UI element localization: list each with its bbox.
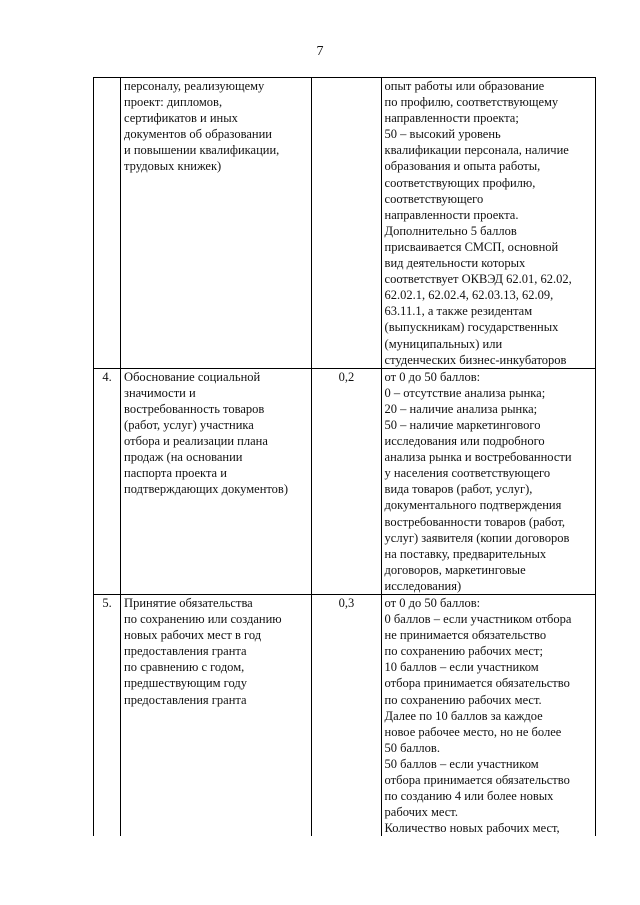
scoring-line: у населения соответствующего bbox=[384, 466, 551, 481]
criterion-line: по сохранению или созданию bbox=[124, 612, 282, 627]
scoring-line: направленности проекта. bbox=[384, 207, 519, 222]
scoring-line: от 0 до 50 баллов: bbox=[384, 369, 481, 384]
criterion-line: (работ, услуг) участника bbox=[124, 417, 254, 432]
scoring-line: соответствующих профилю, bbox=[384, 175, 536, 190]
cell-weight bbox=[312, 78, 381, 369]
scoring-line: 20 – наличие анализа рынка; bbox=[384, 401, 538, 416]
criterion-line: персоналу, реализующему bbox=[124, 79, 265, 93]
scoring-line: соответствует ОКВЭД 62.01, 62.02, bbox=[384, 272, 572, 287]
scoring-line: 50 баллов. bbox=[384, 740, 440, 755]
criterion-line: продаж (на основании bbox=[124, 450, 243, 465]
scoring-line: направленности проекта; bbox=[384, 111, 519, 126]
scoring-line: вида товаров (работ, услуг), bbox=[384, 482, 533, 497]
criterion-line: востребованность товаров bbox=[124, 401, 265, 416]
criterion-line: значимости и bbox=[124, 385, 196, 400]
criteria-table bbox=[93, 77, 596, 836]
scoring-line: Далее по 10 баллов за каждое bbox=[384, 708, 543, 723]
cell-number bbox=[94, 78, 121, 369]
scoring-line: вид деятельности которых bbox=[384, 256, 526, 271]
page-number: 7 bbox=[316, 44, 324, 59]
criterion-line: предоставления гранта bbox=[124, 644, 247, 659]
scoring-line: (выпускникам) государственных bbox=[384, 320, 559, 335]
table-row-continuation bbox=[94, 78, 596, 369]
criterion-line: подтверждающих документов) bbox=[124, 482, 288, 497]
scoring-line: 63.11.1, а также резидентам bbox=[384, 304, 533, 319]
scoring-line: 0 – отсутствие анализа рынка; bbox=[384, 385, 546, 400]
scoring-line: документального подтверждения bbox=[384, 498, 562, 513]
scoring-line: квалификации персонала, наличие bbox=[384, 143, 569, 158]
cell-scoring bbox=[381, 595, 595, 837]
scoring-line: исследования) bbox=[384, 578, 462, 593]
cell-criterion-name bbox=[121, 78, 312, 369]
scoring-line: отбора принимается обязательство bbox=[384, 676, 570, 691]
table-row-5 bbox=[94, 595, 596, 837]
scoring-line: соответствующего bbox=[384, 191, 484, 206]
scoring-line: 50 баллов – если участником bbox=[384, 756, 539, 771]
cell-scoring bbox=[381, 78, 595, 369]
scoring-line: 0 баллов – если участником отбора bbox=[384, 612, 572, 627]
cell-criterion-name bbox=[121, 595, 312, 837]
cell-number: 5. bbox=[94, 595, 121, 837]
scoring-line: (муниципальных) или bbox=[384, 336, 503, 351]
scoring-line: исследования или подробного bbox=[384, 434, 545, 449]
scoring-line: анализа рынка и востребованности bbox=[384, 450, 572, 465]
scoring-line: от 0 до 50 баллов: bbox=[384, 596, 481, 610]
criterion-line: сертификатов и иных bbox=[124, 111, 238, 126]
criterion-line: предшествующим году bbox=[124, 676, 247, 691]
scoring-line: востребованности товаров (работ, bbox=[384, 514, 565, 529]
criterion-line: проект: дипломов, bbox=[124, 95, 223, 110]
scoring-line: по профилю, соответствующему bbox=[384, 95, 559, 110]
scoring-line: 50 – наличие маркетингового bbox=[384, 417, 541, 432]
criterion-line: новых рабочих мест в год bbox=[124, 628, 262, 643]
criterion-line: Обоснование социальной bbox=[124, 369, 261, 384]
scoring-line: на поставку, предварительных bbox=[384, 546, 547, 561]
scoring-line: студенческих бизнес-инкубаторов bbox=[384, 352, 567, 367]
table-row-4 bbox=[94, 368, 596, 594]
scoring-line: образования и опыта работы, bbox=[384, 159, 541, 174]
scoring-line: присваивается СМСП, основной bbox=[384, 239, 559, 254]
scoring-line: по сохранению рабочих мест; bbox=[384, 644, 543, 659]
criterion-line: Принятие обязательства bbox=[124, 596, 253, 610]
cell-weight: 0,2 bbox=[312, 368, 381, 594]
criterion-line: и повышении квалификации, bbox=[124, 143, 280, 158]
scoring-line: по сохранению рабочих мест. bbox=[384, 692, 542, 707]
cell-criterion-name bbox=[121, 368, 312, 594]
cell-weight: 0,3 bbox=[312, 595, 381, 837]
scoring-line: новое рабочее место, но не более bbox=[384, 724, 562, 739]
scoring-line: услуг) заявителя (копии договоров bbox=[384, 530, 570, 545]
scoring-line: не принимается обязательство bbox=[384, 628, 547, 643]
scoring-line: 62.02.1, 62.02.4, 62.03.13, 62.09, bbox=[384, 288, 554, 303]
scoring-line: договоров, маркетинговые bbox=[384, 562, 526, 577]
criterion-line: предоставления гранта bbox=[124, 692, 247, 707]
criterion-line: паспорта проекта и bbox=[124, 466, 227, 481]
scoring-line: Количество новых рабочих мест, bbox=[384, 821, 560, 836]
scoring-line: отбора принимается обязательство bbox=[384, 773, 570, 788]
scoring-line: 50 – высокий уровень bbox=[384, 127, 501, 142]
cell-scoring bbox=[381, 368, 595, 594]
scoring-line: по созданию 4 или более новых bbox=[384, 789, 554, 804]
criterion-line: документов об образовании bbox=[124, 127, 272, 142]
criterion-line: трудовых книжек) bbox=[124, 159, 222, 174]
criterion-line: по сравнению с годом, bbox=[124, 660, 245, 675]
scoring-line: 10 баллов – если участником bbox=[384, 660, 539, 675]
scoring-line: Дополнительно 5 баллов bbox=[384, 223, 517, 238]
scoring-line: рабочих мест. bbox=[384, 805, 458, 820]
cell-number: 4. bbox=[94, 368, 121, 594]
criterion-line: отбора и реализации плана bbox=[124, 434, 268, 449]
scoring-line: опыт работы или образование bbox=[384, 79, 545, 93]
